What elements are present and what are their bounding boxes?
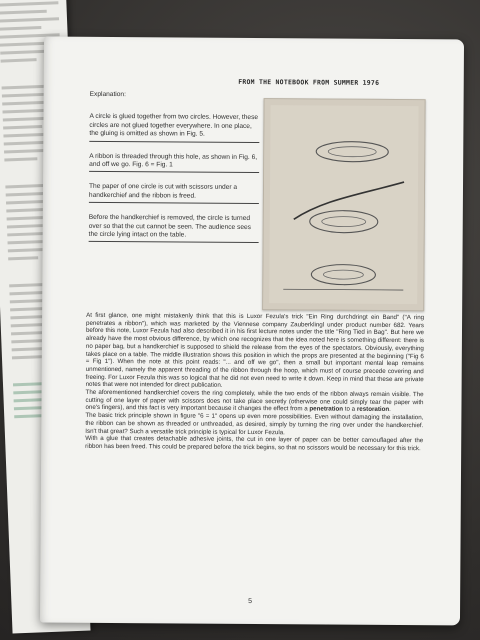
paragraph-text: The aforementioned handkerchief covers the ring completely, while the two ends of the ribbon always remain visible. The cutting of one layer of paper with scissors does not take place secretly (otherwise one could simply tear the paper with one's fingers), and this fact is very important because it changes the effect from a (85, 388, 424, 413)
ring-ribbon-sketch-icon (263, 99, 424, 310)
paragraph: With a glue that creates detachable adhesive joints, the cut in one layer of paper can be better camouflaged after the ribbon has been freed. This could be prepared before the trick begins, so that no scissors would be necessary for this trick. (85, 435, 424, 453)
explanation-heading: Explanation: (89, 90, 126, 99)
notebook-sketch-photo (262, 98, 425, 311)
running-header: FROM THE NOTEBOOK FROM SUMMER 1976 (238, 77, 380, 87)
page-number: 5 (248, 597, 253, 606)
step-text: The paper of one circle is cut with scissors under a handkerchief and the ribbon is freed. (89, 183, 259, 204)
paragraph-text: . (389, 406, 391, 414)
emphasis-text: restoration (356, 406, 390, 414)
step-text: A circle is glued together from two circles. However, these circles are not glued together everywhere. In one place, the gluing is omitted as shown in Fig. 5. (89, 113, 259, 142)
emphasis-text: penetration (309, 405, 344, 414)
paragraph: At first glance, one might mistakenly think that this is Luxor Fezula's trick "Ein Ring durchdringt ein Band" ("A ring penetrates a ribbon"), which was marketed by the Viennese company Zauberklingl under product number 682. Years before this note, Luxor Fezula had also described it in his first lecture notes under the title "Ring Tied in Bag". But here we already have the most obvious difference, by which one recognizes that the idea noted here is something different: there is no paper bag, but a handkerchief is supposed to shield the release from the eyes of the spectators. Obviously, everything takes place on a table. The middle illustration shows this position in which the props are presented at the beginning ("Fig 6 = Fig 1"). When the note at this point reads: "... and off we go", then a small but important mental leap remains unmentioned, namely the apparent threading of the ribbon through the hoop, which must of course precede covering and freeing. For Luxor Fezula this was so logical that he did not even need to write it down. Keep in mind that these are private notes that were not intended for direct publication. (85, 311, 425, 390)
paragraph-text: to a (343, 406, 357, 414)
explanation-column (89, 91, 260, 255)
commentary-body (85, 312, 424, 453)
booklet-page (40, 37, 464, 626)
step-text: A ribbon is threaded through this hole, as shown in Fig. 6, and off we go. Fig. 6 = Fig. 1 (89, 152, 259, 173)
paragraph: The basic trick principle shown in figure "6 = 1" opens up even more possibilities. Even without damaging the installation, the ribbon can be shown as threaded or unthreaded, as desired, simply by turning the ring over under the handkerchief. Isn't that great? Such a versatile trick principle is typical for Luxor Fezula. (85, 411, 424, 436)
step-text: Before the handkerchief is removed, the circle is turned over so that the cut cannot be seen. The audience sees the circle lying intact on the table. (89, 214, 259, 243)
paragraph (85, 389, 423, 414)
